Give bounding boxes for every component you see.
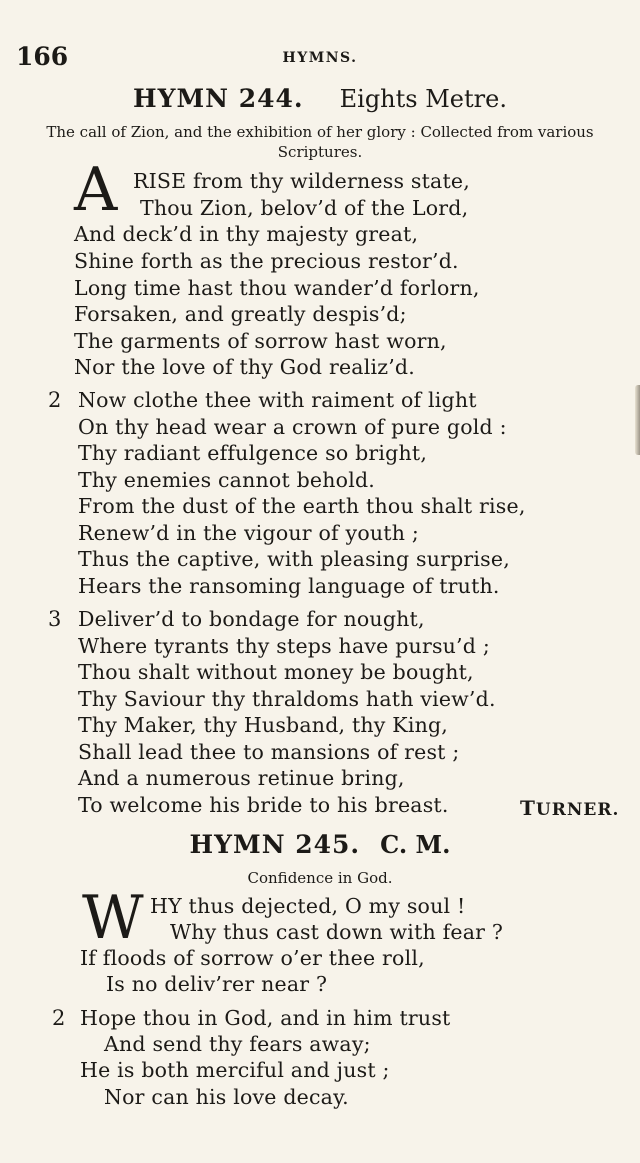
verse-line: If floods of sorrow o’er thee roll, [80,946,425,970]
hymn-244-metre: Eights Metre. [339,85,507,113]
verse-line: Thy enemies cannot behold. [78,468,376,492]
verse-line: And deck’d in thy majesty great, [74,222,419,246]
verse-line: Where tyrants thy steps have pursu’d ; [78,634,490,658]
verse-line: From the dust of the earth thou shalt rise, [78,494,526,518]
verse-line: The garments of sorrow hast worn, [74,329,447,353]
hymn-245-title [0,830,640,859]
running-title: HYMNS. [282,50,358,66]
verse-line: Thy Maker, thy Husband, thy King, [78,713,449,737]
author-initial: T [520,796,536,820]
hymn-244-number: HYMN 244. [133,84,304,113]
verse-line: And a numerous retinue bring, [78,766,405,790]
verse-line: Is no deliv’rer near ? [106,972,328,996]
verse-line: Renew’d in the vigour of youth ; [78,521,419,545]
verse-line: Nor the love of thy God realiz’d. [74,355,415,379]
verse-line: Forsaken, and greatly despis’d; [74,302,407,326]
verse-line: Shall lead thee to mansions of rest ; [78,740,460,764]
hymn-245-number: HYMN 245. [189,830,361,859]
hymn-245-metre: C. M. [380,830,451,859]
verse-line: Long time hast thou wander’d forlorn, [74,276,480,300]
stanza-number: 2 [48,388,62,412]
running-head [0,42,640,72]
verse-line: He is both merciful and just ; [80,1058,390,1082]
stanza-number: 2 [52,1006,66,1030]
hymn-244-dropcap: A [74,155,118,225]
hymn-244-title [0,84,640,113]
verse-line: Why thus cast down with fear ? [170,920,504,944]
verse-line: Thy radiant effulgence so bright, [78,441,428,465]
stanza-number: 3 [48,607,62,631]
hymn-244-subtitle: The call of Zion, and the exhibition of her glory : Collected from various Scriptures. [46,123,594,161]
verse-line: Deliver’d to bondage for nought, [78,607,425,631]
verse-line: RISE from thy wilderness state, [133,169,470,193]
verse-line: Thou shalt without money be bought, [78,660,474,684]
verse-line: Nor can his love decay. [104,1085,349,1109]
verse-line: Shine forth as the precious restor’d. [74,249,459,273]
verse-line: To welcome his bride to his breast. [78,793,449,817]
verse-line: Thou Zion, belov’d of the Lord, [140,196,469,220]
verse-line: And send thy fears away; [104,1032,371,1056]
hymn-245-dropcap: W [82,883,144,953]
verse-line: Now clothe thee with raiment of light [78,388,477,412]
verse-line: Hears the ransoming language of truth. [78,574,500,598]
page-edge-shadow [635,385,640,455]
verse-line: Hope thou in God, and in him trust [80,1006,451,1030]
author-rest: URNER. [535,800,620,820]
author-attribution [520,796,619,820]
page-number: 166 [16,42,69,71]
hymn-245-subtitle: Confidence in God. [247,869,393,887]
verse-line: Thy Saviour thy thraldoms hath view’d. [78,687,496,711]
verse-line: Thus the captive, with pleasing surprise, [78,547,510,571]
verse-line: HY thus dejected, O my soul ! [150,894,466,918]
verse-line: On thy head wear a crown of pure gold : [78,415,507,439]
